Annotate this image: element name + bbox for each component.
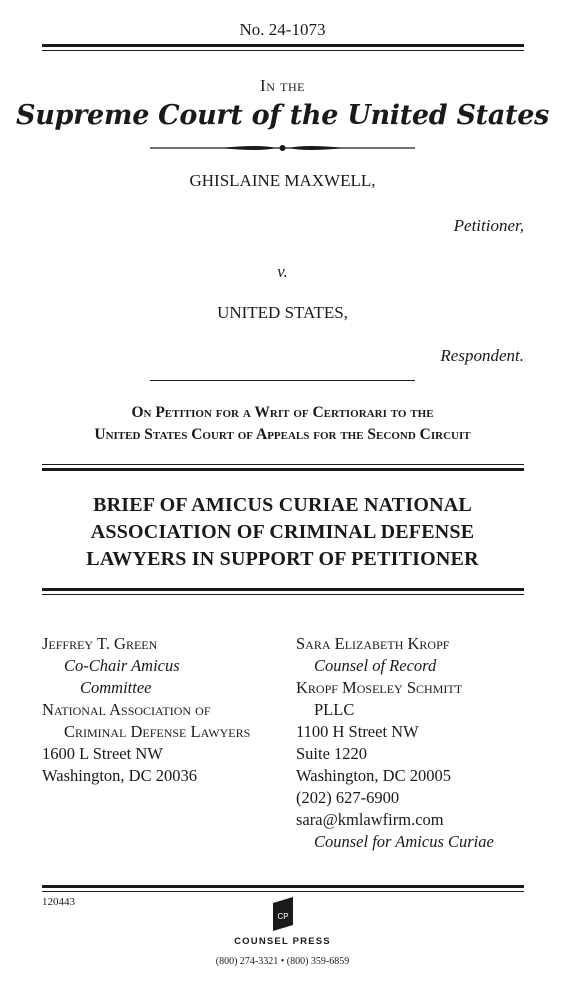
title-top-thin-rule [42,464,524,465]
docket-number: No. 24-1073 [239,20,326,39]
address-city: Washington, DC 20005 [296,766,451,785]
counsel-name: Jeffrey T. Green [42,634,158,653]
brief-title-line-3: LAWYERS IN SUPPORT OF PETITIONER [86,548,479,570]
brief-title-line-1: BRIEF OF AMICUS CURIAE NATIONAL [93,494,472,516]
footer-thin-rule [42,891,524,892]
counsel-press-logo-icon [270,897,296,931]
ornamental-rule [150,142,415,154]
respondent-role: Respondent. [440,346,524,365]
address-suite: Suite 1220 [296,744,368,763]
title-bottom-thin-rule [42,594,524,595]
brief-title-line-2: ASSOCIATION OF CRIMINAL DEFENSE [90,521,475,543]
organization-name-cont: Criminal Defense Lawyers [64,722,251,741]
address-street: 1600 L Street NW [42,744,163,763]
counsel-title: Co-Chair Amicus [64,656,180,675]
email-address: sara@kmlawfirm.com [296,810,444,829]
firm-name: Kropf Moseley Schmitt [296,678,463,697]
counsel-title: Counsel of Record [314,656,437,675]
court-name: Supreme Court of the United States [16,100,549,131]
respondent-name: UNITED STATES, [217,303,348,322]
address-street: 1100 H Street NW [296,722,419,741]
petitioner-name: GHISLAINE MAXWELL, [189,171,376,190]
press-name: COUNSEL PRESS [234,936,331,947]
versus: v. [277,262,288,281]
petitioner-role: Petitioner, [453,216,524,235]
parties-divider [150,380,415,381]
counsel-left-block [42,633,250,787]
job-code: 120443 [42,896,75,908]
top-thin-rule [42,50,524,51]
address-city: Washington, DC 20036 [42,766,197,785]
firm-name-cont: PLLC [314,700,355,719]
counsel-right-block [296,633,494,853]
petition-line-2: United States Court of Appeals for the Second Circuit [94,426,471,443]
petition-line-1: On Petition for a Writ of Certiorari to the [131,404,434,421]
footer-thick-rule [42,885,524,888]
counsel-name: Sara Elizabeth Kropf [296,634,450,653]
logo-mark-text: CP [277,912,289,921]
court-prefix: In the [260,76,305,95]
top-thick-rule [42,44,524,47]
organization-name: National Association of [42,700,211,719]
phone-number: (202) 627-6900 [296,788,400,807]
title-bottom-thick-rule [42,588,524,591]
counsel-role: Counsel for Amicus Curiae [314,832,494,851]
counsel-title-cont: Committee [80,678,152,697]
title-top-thick-rule [42,468,524,471]
press-phones: (800) 274-3321 • (800) 359-6859 [215,956,350,967]
